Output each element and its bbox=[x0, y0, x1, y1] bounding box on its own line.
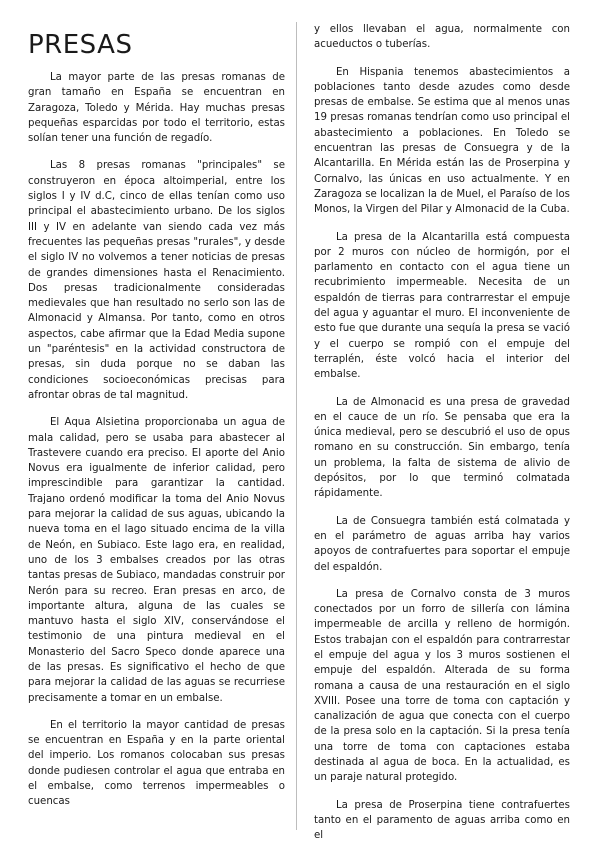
left-column bbox=[28, 30, 285, 822]
paragraph: La presa de la Alcantarilla está compuesta por 2 muros con núcleo de hormigón, por el parlamento en contacto con el agua tiene un recubrimiento impermeable. Necesita de un espaldón de tierras para contrarrestar el empuje del agua y aguantar el muro. El inconveniente de esto fue que durante una sequía la presa se vació y el cuerpo se rompió con el empuje del terraplén, éste volcó hacia el interior del embalse. bbox=[314, 231, 570, 381]
paragraph: El Aqua Alsietina proporcionaba un agua de mala calidad, pero se usaba para abastecer al Trastevere cuando era preciso. El aporte del Anio Novus era igualmente de inferior calidad, pero imprescindible para garantizar la cantidad. Trajano ordenó modificar la toma del Anio Novus para mejorar la calidad de sus aguas, ubicando la nueva toma en el lago situado encima de la villa de Neón, en Subiaco. Este lago era, en realidad, uno de los 3 embalses creados por las otras tantas presas de Subiaco, mandadas construir por Nerón para su recreo. Eran presas en arco, de importante altura, alguna de las cuales se mantuvo hasta el siglo XIV, conservándose el testimonio de una pintura medieval en el Monasterio del Sacro Speco donde aparece una de las presas. Es significativo el hecho de que para mejorar la calidad de las aguas se recurriese precisamente a tomar en un embalse. bbox=[28, 417, 285, 704]
page-title: PRESAS bbox=[28, 30, 133, 60]
right-column bbox=[314, 22, 570, 856]
paragraph: La de Almonacid es una presa de gravedad en el cauce de un río. Se pensaba que era la única medieval, pero se descubrió el uso de opus romano en su construcción. Sin embargo, tenía un problema, la falta de sistema de alivio de depósitos, por lo que terminó colmatada rápidamente. bbox=[314, 396, 570, 500]
paragraph: En Hispania tenemos abastecimientos a poblaciones tanto desde azudes como desde presas de embalse. Se estima que al menos unas 19 presas romanas tendrían como uso principal el abastecimiento a poblaciones. En Toledo se encuentran las presas de Consuegra y de la Alcantarilla. En Mérida están las de Proserpina y Cornalvo, las únicas en uso actualmente. Y en Zaragoza se localizan la de Muel, el Paraíso de los Monos, la Virgen del Pilar y Almonacid de la Cuba. bbox=[314, 66, 570, 216]
paragraph: La mayor parte de las presas romanas de gran tamaño en España se encuentran en Zaragoza, Toledo y Mérida. Hay muchas presas pequeñas esparcidas por todo el territorio, estas solían tener una función de regadío. bbox=[28, 72, 285, 145]
paragraph: La de Consuegra también está colmatada y en el parámetro de aguas arriba hay varios apoyos de contrafuertes para soportar el empuje del espaldón. bbox=[314, 515, 570, 573]
paragraph-continuation: y ellos llevaban el agua, normalmente con acueductos o tuberías. bbox=[314, 24, 570, 51]
paragraph: Las 8 presas romanas "principales" se construyeron en época altoimperial, entre los siglos I y IV d.C, cinco de ellas tenían como uso principal el abastecimiento urbano. De los siglos III y IV en adelante van siendo cada vez más frecuentes las pequeñas presas "rurales", y desde el siglo IV no volvemos a tener noticias de presas de grandes dimensiones hasta el Renacimiento. Dos presas tradicionalmente consideradas medievales que han resultado no serlo son las de Almonacid y Almansa. Por tanto, como en otros aspectos, cabe afirmar que la Edad Media supone un "paréntesis" en la actividad constructora de presas, sin duda porque no se daban las condiciones socioeconómicas precisas para afrontar obras de tal magnitud. bbox=[28, 160, 285, 401]
column-divider bbox=[296, 22, 297, 830]
paragraph: En el territorio la mayor cantidad de presas se encuentran en España y en la parte oriental del imperio. Los romanos colocaban sus presas donde pudiesen controlar el agua que entraba en el embalse, como terrenos impermeables o cuencas bbox=[28, 719, 285, 808]
paragraph: La presa de Cornalvo consta de 3 muros conectados por un forro de sillería con lámina impermeable de arcilla y relleno de hormigón. Estos trabajan con el espaldón para contrarrestar el empuje del agua y los 3 muros sostienen el empuje del espaldón. Alterada de su forma romana a causa de una restauración en el siglo XVIII. Posee una torre de toma con captación y canalización de agua que conecta con el cuerpo de la presa solo en la captación. Si la presa tenía una torre de toma con captaciones estaba destinada al agua de boca. En la actualidad, es un paraje natural protegido. bbox=[314, 588, 570, 784]
paragraph: La presa de Proserpina tiene contrafuertes tanto en el paramento de aguas arriba como en el bbox=[314, 799, 570, 842]
